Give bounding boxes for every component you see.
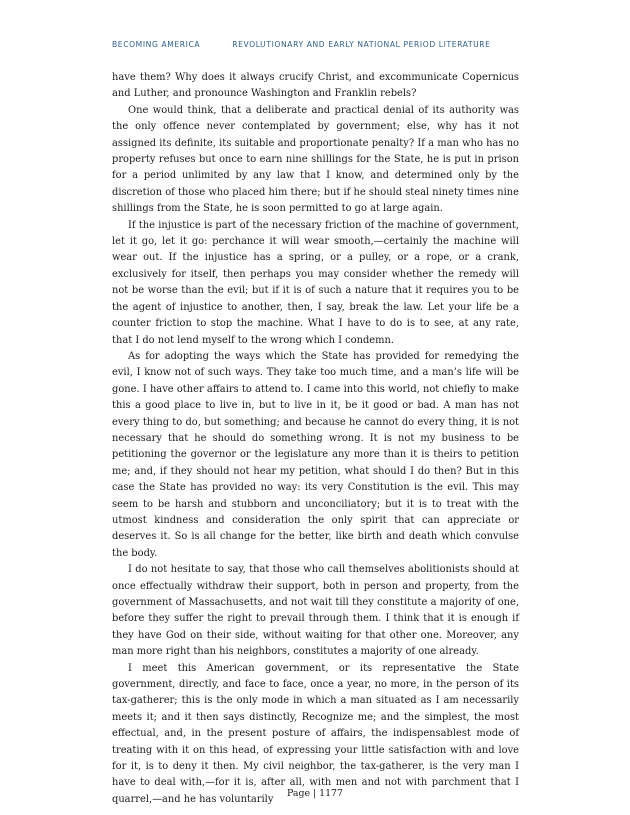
paragraph: I do not hesitate to say, that those who call themselves abolitionists should at once effectually withdraw their support, both in person and property, from the government of Massachusetts, and not wait till they constitute a majority of one, before they suffer the right to prevail through them. I think that it is enough if they have God on their side, without waiting for that other one. Moreover, any man more right than his neighbors, constitutes a majority of one already. [112,564,519,658]
paragraph: One would think, that a deliberate and practical denial of its authority was the only offence never contemplated by government; else, why has it not assigned its definite, its suitable and proportionate penalty? If a man who has no property refuses but once to earn nine shillings for the State, he is put in prison for a period unlimited by any law that I know, and determined only by the discretion of those who placed him there; but if he should steal ninety times nine shillings from the State, he is soon permitted to go at large again. [112,104,519,215]
section-title: REVOLUTIONARY AND EARLY NATIONAL PERIOD LITERATURE [232,40,491,49]
paragraph: As for adopting the ways which the State has provided for remedying the evil, I know not of such ways. They take too much time, and a man’s life will be gone. I have other affairs to attend to. I came into this world, not chiefly to make this a good place to live in, but to live in it, be it good or bad. A man has not every thing to do, but something; and because he cannot do every thing, it is not necessary that he should do something wrong. It is not my business to be petitioning the governor or the legislature any more than it is theirs to petition me; and, if they should not hear my petition, what should I do then? But in this case the State has provided no way: its very Constitution is the evil. This may seem to be harsh and stubborn and unconciliatory; but it is to treat with the utmost kindness and consideration the only spirit that can appreciate or deserves it. So is all change for the better, like birth and death which convulse the body. [112,350,519,559]
body-text [112,70,519,808]
running-header [112,40,532,49]
paragraph: If the injustice is part of the necessary friction of the machine of government, let it go, let it go: perchance it will wear smooth,—certainly the machine will wear out. If the injustice has a spring, or a pulley, or a rope, or a crank, exclusively for itself, then perhaps you may consider whether the remedy will not be worse than the evil; but if it is of such a nature that it requires you to be the agent of injustice to another, then, I say, break the law. Let your life be a counter friction to stop the machine. What I have to do is to see, at any rate, that I do not lend myself to the wrong which I condemn. [112,219,519,346]
page-number: Page | 1177 [286,788,343,799]
book-title: BECOMING AMERICA [112,40,201,49]
paragraph: I meet this American government, or its representative the State government, directly, and face to face, once a year, no more, in the person of its tax-gatherer; this is the only mode in which a man situated as I am necessarily meets it; and it then says distinctly, Recognize me; and the simplest, the most effectual, and, in the present posture of affairs, the indispensablest mode of treating with it on this head, of expressing your little satisfaction with and love for it, is to deny it then. My civil neighbor, the tax-gatherer, is the very man I have to deal with,—for it is, after all, with men and not with parchment that I quarrel,—and he has voluntarily [112,662,519,805]
paragraph: have them? Why does it always crucify Christ, and excommunicate Copernicus and Luther, and pronounce Washington and Franklin rebels? [112,72,519,100]
